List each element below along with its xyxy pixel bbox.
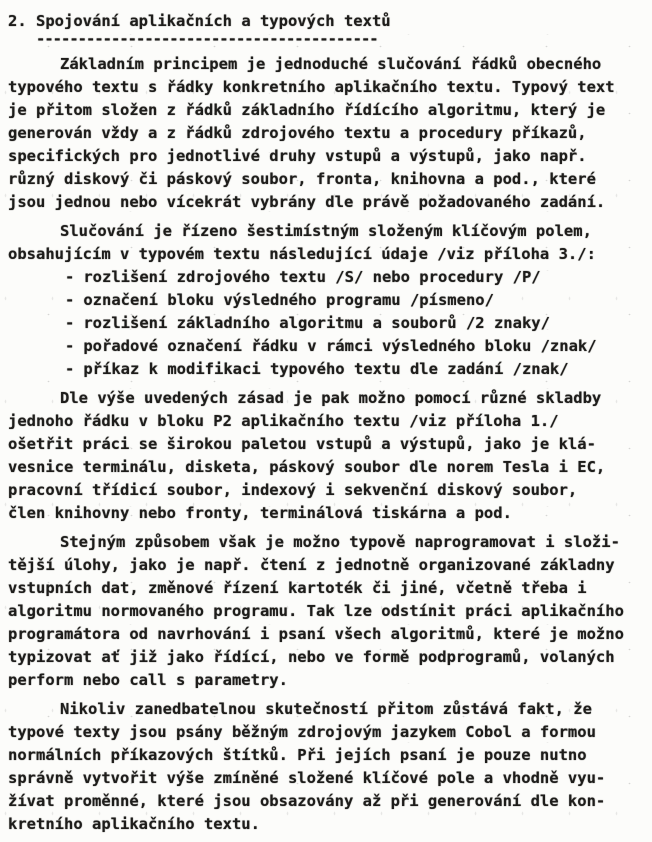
text-line: pracovní třídicí soubor, indexový i sekvenční diskový soubor, [8,481,578,499]
text-line: Slučování je řízeno šestimístným složeným klíčovým polem, [60,222,592,240]
text-line: normálních příkazových štítků. Při jejích psaní je pouze nutno [8,746,587,764]
bullet-item [8,358,646,381]
text-line: jednoho řádku v bloku P2 aplikačního textu /viz příloha 1./ [8,412,559,430]
bullet-text: pořadové označení řádku v rámci výsledného bloku /znak/ [83,337,597,355]
bullet-dash-icon: - [65,268,75,286]
bullet-dash-icon: - [65,291,75,309]
paragraph-4 [8,531,646,692]
text-line: generován vždy a z řádků zdrojového textu a procedury příkazů, [8,124,587,142]
bullet-text: označení bloku výsledného programu /písmeno/ [83,291,494,309]
text-line: člen knihovny nebo fronty, terminálová tiskárna a pod. [8,504,512,522]
text-line: jsou jednou nebo vícekrát vybrány dle právě požadovaného zadání. [8,193,606,211]
text-line: Dle výše uvedených zásad je pak možno pomocí různé skladby [60,389,602,407]
text-line: Stejným způsobem však je možno typově naprogramovat i složi- [60,533,620,551]
text-line: tější úlohy, jako je např. čtení z jednotně organizované základny [8,556,615,574]
text-line: typového textu s řádky konkretního aplikačního textu. Typový text [8,78,615,96]
bullet-item [8,266,646,289]
heading-underline: ----------------------------------------- [36,30,378,48]
bullet-list [8,266,646,381]
bullet-item [8,289,646,312]
text-line: typizovat ať již jako řídící, nebo ve formě podprogramů, volaných [8,648,615,666]
text-line: různý diskový či páskový soubor, fronta, knihovna a pod., které [8,170,596,188]
text-line: Nikoliv zanedbatelnou skutečností přitom zůstává fakt, že [60,700,592,718]
text-line: kretního aplikačního textu. [8,815,260,833]
bullet-item [8,335,646,358]
text-line: je přitom složen z řádků základního řídícího algoritmu, který je [8,101,606,119]
text-line: specifických pro jednotlivé druhy vstupů a výstupů, jako např. [8,147,587,165]
text-line: vstupních dat, změnové řízení kartoték či jiné, včetně třeba i [8,579,587,597]
text-line: správně vytvořit výše zmíněné složené klíčové pole a vhodně vyu- [8,769,606,787]
bullet-text: příkaz k modifikaci typového textu dle zadání /znak/ [83,360,569,378]
heading-title: Spojování aplikačních a typových textů [36,12,391,30]
document-heading [8,10,646,46]
bullet-dash-icon: - [65,360,75,378]
paragraph-1 [8,53,646,214]
text-line: vesnice terminálu, disketa, páskový soubor dle norem Tesla i EC, [8,458,606,476]
paragraph-2 [8,220,646,381]
paragraph-3 [8,387,646,525]
text-line: obsahujícím v typovém textu následující údaje /viz příloha 3./: [8,245,596,263]
text-line: typové texty jsou psány běžným zdrojovým jazykem Cobol a formou [8,723,596,741]
text-line: perform nebo call s parametry. [8,671,288,689]
text-line: ošetřit práci se širokou paletou vstupů a výstupů, jako je klá- [8,435,596,453]
text-line: algoritmu normovaného programu. Tak lze odstínit práci aplikačního [8,602,624,620]
heading-spacer [27,12,36,30]
text-line: programátora od navrhování i psaní všech algoritmů, které je možno [8,625,624,643]
bullet-item [8,312,646,335]
bullet-text: rozlišení zdrojového textu /S/ nebo procedury /P/ [83,268,541,286]
bullet-dash-icon: - [65,314,75,332]
text-line: Základním principem je jednoduché slučování řádků obecného [60,55,602,73]
bullet-text: rozlišení základního algoritmu a souborů /2 znaky/ [83,314,550,332]
paragraph-5 [8,698,646,836]
text-line: žívat proměnné, které jsou obsazovány až při generování dle kon- [8,792,606,810]
bullet-dash-icon: - [65,337,75,355]
heading-number: 2. [8,12,27,30]
